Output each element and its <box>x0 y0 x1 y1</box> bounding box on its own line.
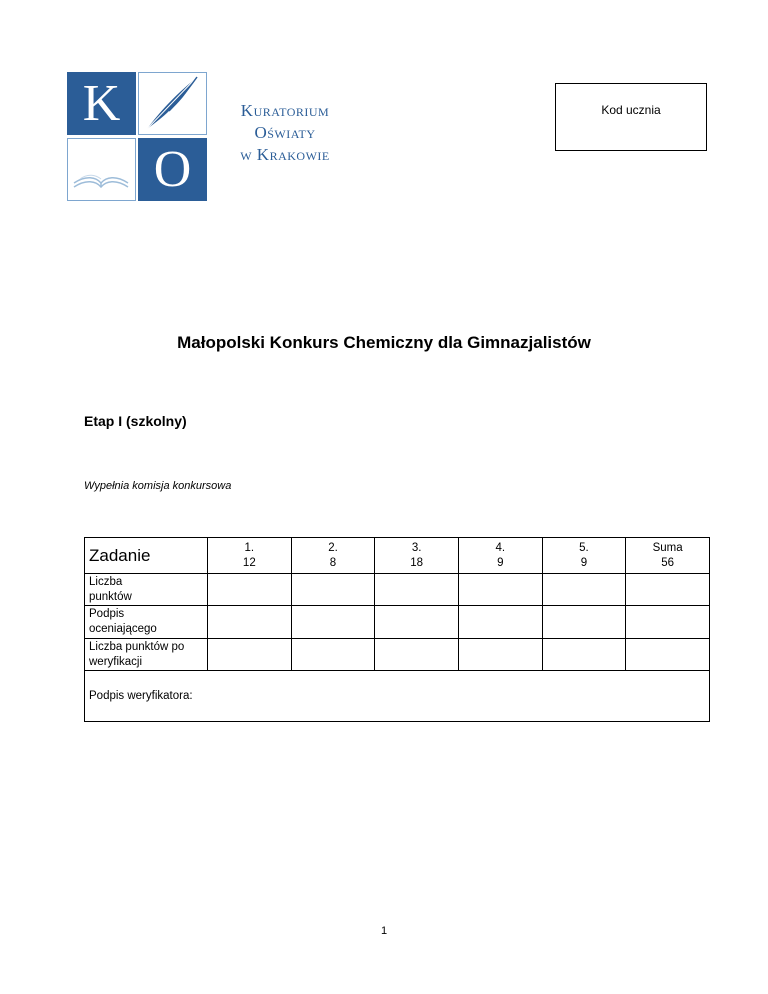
points-cell[interactable] <box>208 574 292 606</box>
logo-letter-o: O <box>153 140 192 198</box>
kuratorium-logo <box>67 72 209 202</box>
task-max-points: 8 <box>329 556 337 569</box>
feather-icon <box>139 73 205 133</box>
label-line: Liczba punktów po <box>89 640 185 653</box>
task-max-points: 9 <box>497 556 504 569</box>
task-col-4 <box>458 538 542 574</box>
task-col-5 <box>542 538 626 574</box>
logo-tile-book <box>67 138 136 201</box>
verified-points-cell[interactable] <box>375 639 459 671</box>
verified-points-cell[interactable] <box>542 639 626 671</box>
student-code-label: Kod ucznia <box>601 103 661 117</box>
organization-name <box>210 100 360 166</box>
student-code-box[interactable] <box>555 83 707 151</box>
verified-points-cell[interactable] <box>208 639 292 671</box>
task-label: Zadanie <box>85 538 208 574</box>
signature-cell[interactable] <box>291 606 375 639</box>
logo-tile-k <box>67 72 136 135</box>
task-name: Suma <box>652 541 683 554</box>
logo-letter-k: K <box>82 74 121 132</box>
points-cell[interactable] <box>375 574 459 606</box>
task-max-points: 18 <box>410 556 424 569</box>
logo-tile-feather <box>138 72 207 135</box>
verified-points-row <box>85 639 710 671</box>
points-cell[interactable] <box>458 574 542 606</box>
verifier-signature-row <box>85 671 710 722</box>
label-line: Podpis <box>89 608 125 620</box>
org-line-3: w Krakowie <box>240 145 330 164</box>
verified-points-cell[interactable] <box>626 639 710 671</box>
label-line: weryfikacji <box>89 655 143 668</box>
signature-cell[interactable] <box>542 606 626 639</box>
task-name: 5. <box>579 541 589 554</box>
points-cell[interactable] <box>626 574 710 606</box>
label-line: Liczba <box>89 575 123 588</box>
signature-cell[interactable] <box>375 606 459 639</box>
verified-points-cell[interactable] <box>291 639 375 671</box>
task-name: 3. <box>411 541 422 554</box>
verified-points-cell[interactable] <box>458 639 542 671</box>
verifier-signature-label: Podpis weryfikatora: <box>89 690 193 702</box>
signature-cell[interactable] <box>626 606 710 639</box>
points-row-label <box>85 574 208 606</box>
task-col-2 <box>291 538 375 574</box>
page-title: Małopolski Konkurs Chemiczny dla Gimnazjalistów <box>177 333 591 352</box>
stage-heading: Etap I (szkolny) <box>84 413 187 429</box>
grader-signature-row <box>85 606 710 639</box>
page-number: 1 <box>380 925 388 937</box>
points-row <box>85 574 710 606</box>
org-line-1: Kuratorium <box>240 101 330 120</box>
task-col-1 <box>208 538 292 574</box>
signature-cell[interactable] <box>208 606 292 639</box>
scoring-table <box>84 537 710 722</box>
task-max-points: 12 <box>242 556 256 569</box>
task-name: 4. <box>495 541 506 554</box>
label-line: oceniającego <box>89 623 157 635</box>
logo-tile-o <box>138 138 207 201</box>
task-max-points: 9 <box>580 556 588 569</box>
verified-points-label <box>85 639 208 671</box>
task-name: 2. <box>328 541 338 554</box>
points-cell[interactable] <box>291 574 375 606</box>
org-line-2: Oświaty <box>254 123 316 142</box>
task-col-sum <box>626 538 710 574</box>
points-cell[interactable] <box>542 574 626 606</box>
task-max-points: 56 <box>661 556 675 569</box>
label-line: punktów <box>89 590 132 603</box>
book-icon <box>68 139 134 199</box>
verifier-signature-field[interactable] <box>85 671 710 722</box>
task-name: 1. <box>244 541 255 554</box>
signature-cell[interactable] <box>458 606 542 639</box>
task-header-row <box>85 538 710 574</box>
task-col-3 <box>375 538 459 574</box>
committee-note: Wypełnia komisja konkursowa <box>84 480 232 492</box>
grader-signature-label <box>85 606 208 639</box>
